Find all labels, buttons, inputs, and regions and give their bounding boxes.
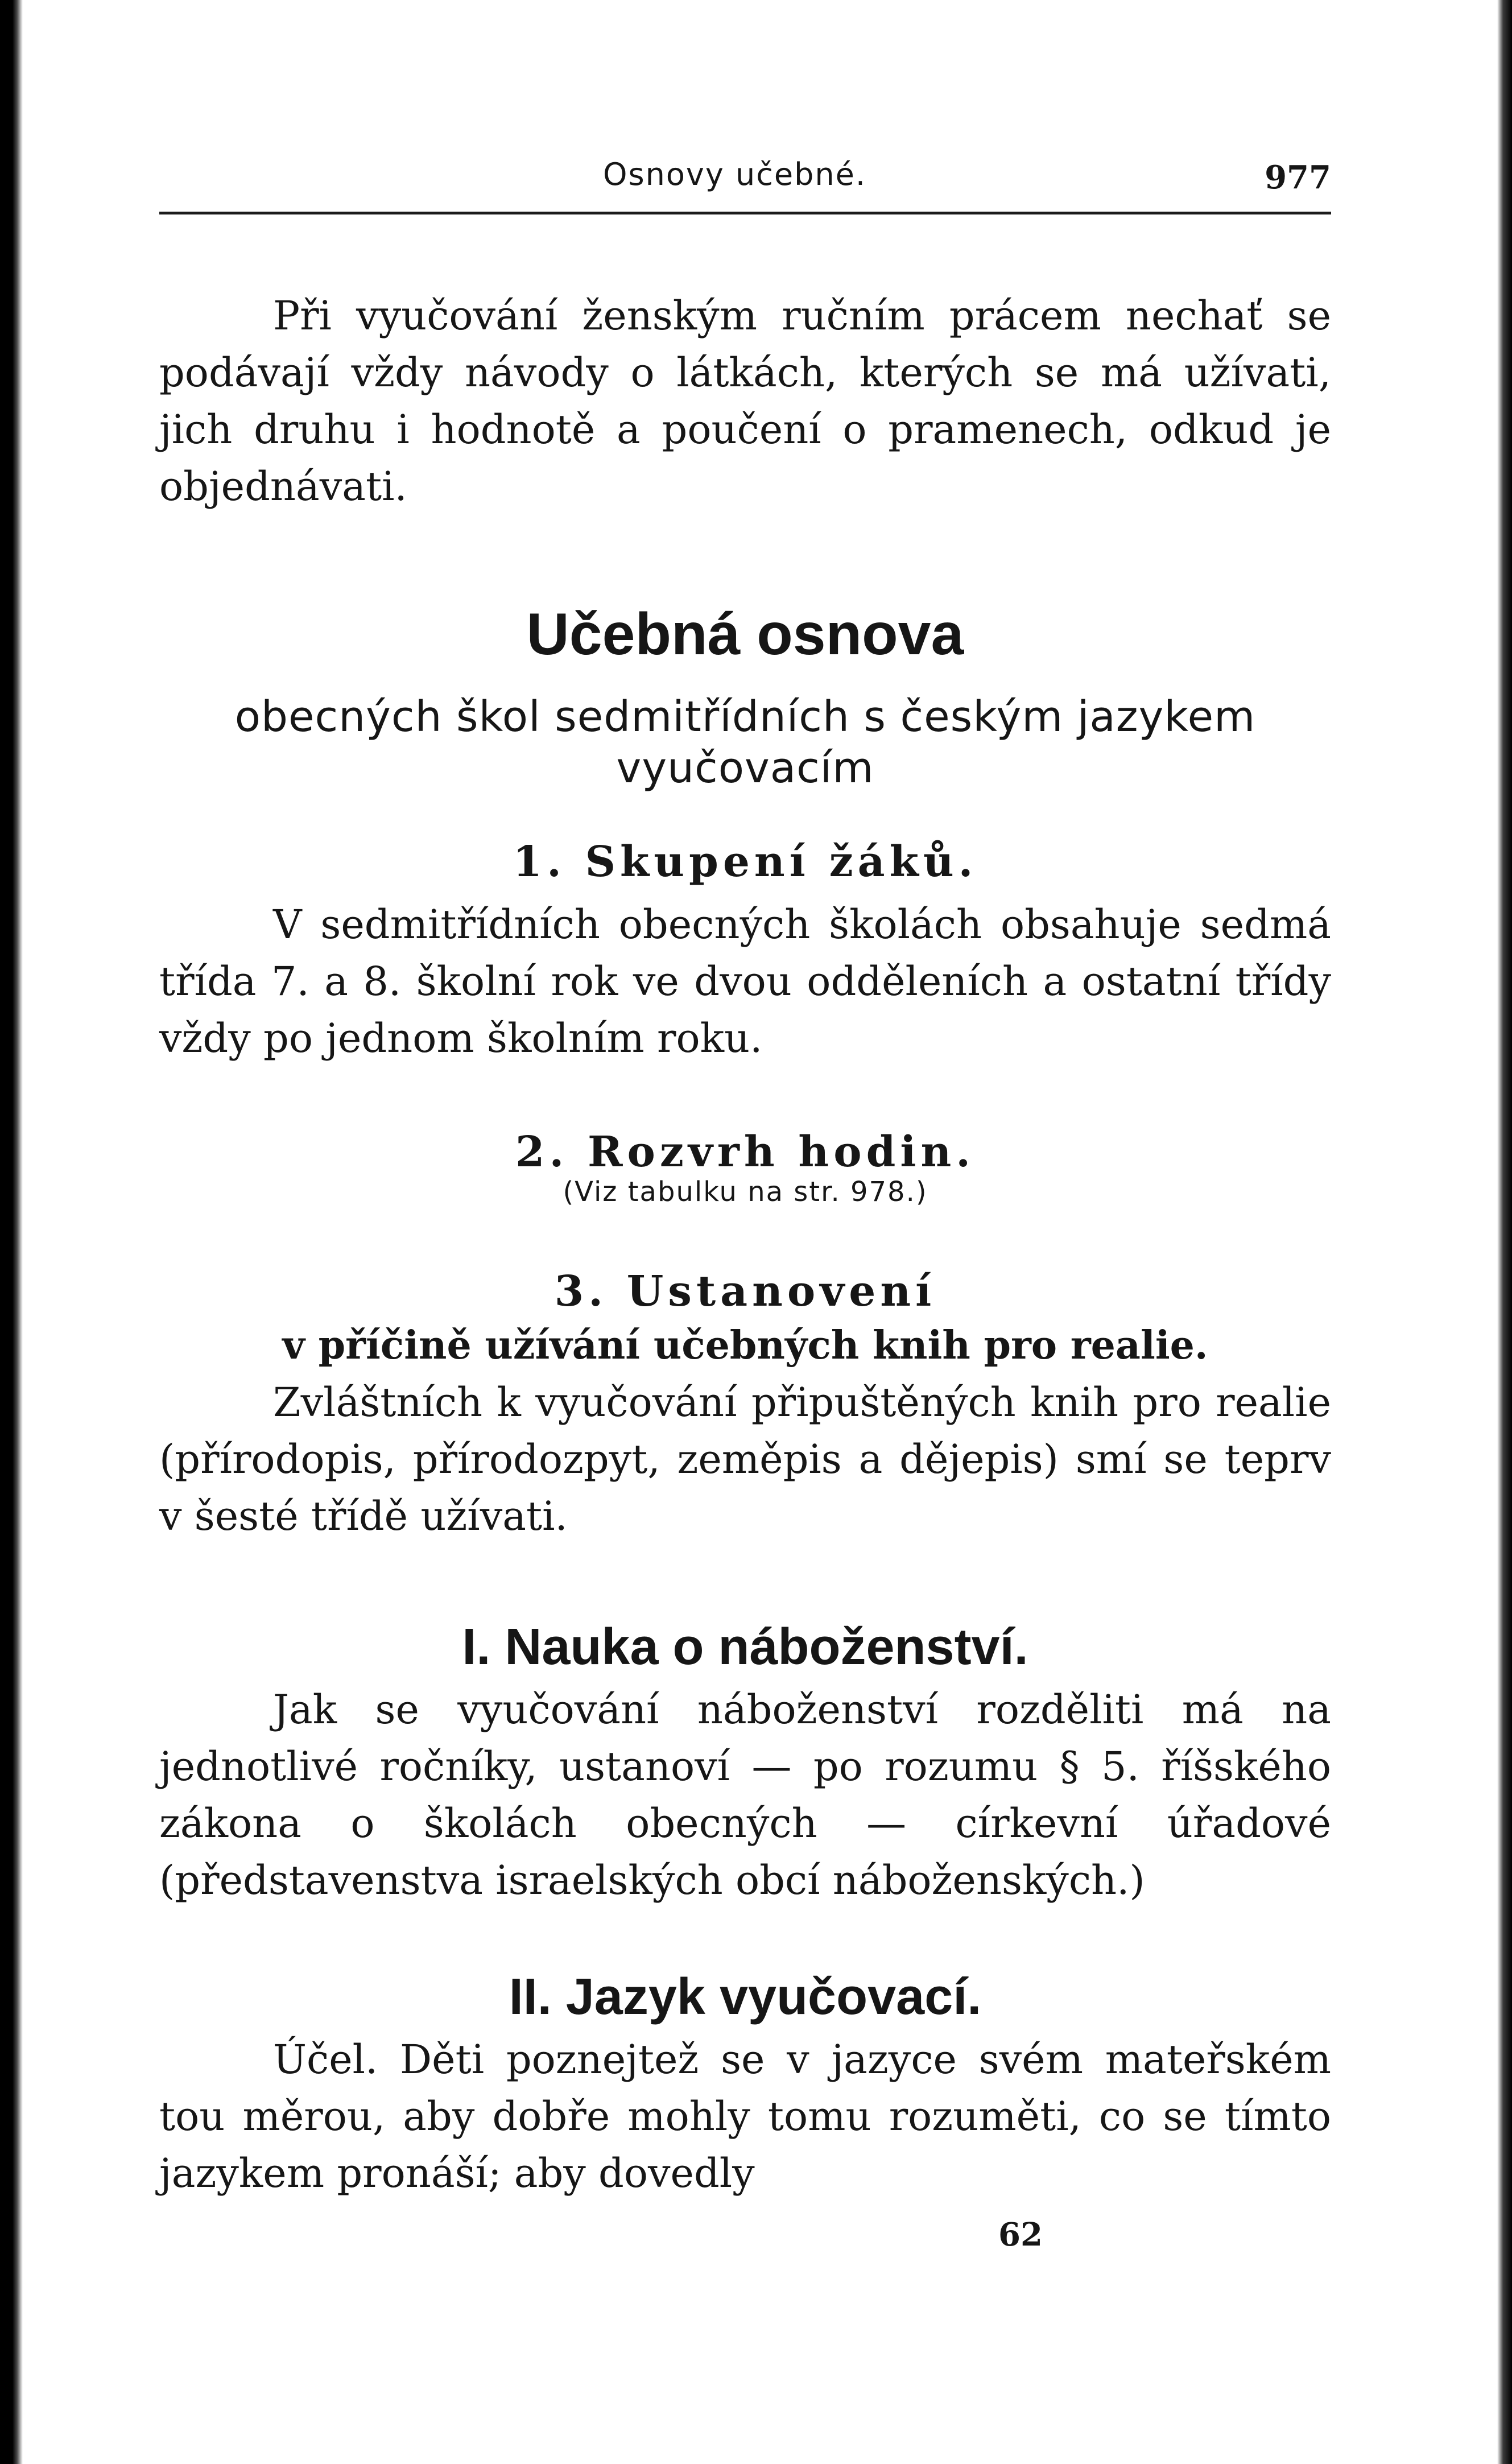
page-number: 977 [1265,159,1331,196]
part-II-text: Účel. Děti poznejtež se v jazyce svém mateřském tou měrou, aby dobře mohly tomu rozuměti, co se tímto jazykem pronáší; aby dovedly [159,2036,1331,2197]
running-header [159,156,1331,202]
book-page [159,0,1331,2464]
part-I-heading: I. Nauka o náboženství. [462,1619,1028,1675]
header-rule [159,212,1331,214]
signature-mark: 62 [998,2216,1043,2253]
section-3 [159,1266,1331,1545]
part-II [159,1963,1331,2202]
intro-paragraph: Při vyučování ženským ručním prácem nechať se podávají vždy návody o látkách, kterých se má užívati, jich druhu i hodnotě a poučení o pramenech, odkud je objednávati. [159,292,1331,510]
section-2 [159,1129,1331,1209]
part-I-text: Jak se vyučování náboženství rozděliti má na jednotlivé ročníky, ustanoví — po rozumu § 5. říšského zákona o školách obecných — církevní úřadové (představenstva israelských obcí náboženských.) [159,1686,1331,1904]
main-title: Učebná osnova [526,601,964,667]
page-edge-shadow [1497,0,1512,2464]
section-1 [159,833,1331,1067]
section-1-text: V sedmitřídních obecných školách obsahuje sedmá třída 7. a 8. školní rok ve dvou odděleních a ostatní třídy vždy po jednom školním roku. [159,901,1331,1062]
main-subtitle-block [159,691,1331,794]
section-3-subheading: v příčině užívání učebných knih pro realie. [282,1323,1208,1368]
section-3-heading: 3. Ustanovení [554,1267,936,1316]
section-1-heading: 1. Skupení žáků. [513,837,978,886]
section-2-heading: 2. Rozvrh hodin. [515,1128,976,1177]
section-2-note: (Viz tabulku na str. 978.) [563,1176,928,1208]
part-I [159,1613,1331,1909]
intro-block [159,287,1331,515]
main-subtitle: obecných škol sedmitřídních s českým jazykem vyučovacím [234,692,1256,793]
part-II-heading: II. Jazyk vyučovací. [509,1968,982,2025]
section-3-text: Zvláštních k vyučování připuštěných knih pro realie (přírodopis, přírodozpyt, zeměpis a dějepis) smí se teprv v šesté třídě užívati. [159,1379,1331,1540]
book-spine-shadow [0,0,23,2464]
main-title-block [159,597,1331,671]
running-title: Osnovy učebné. [603,156,867,192]
